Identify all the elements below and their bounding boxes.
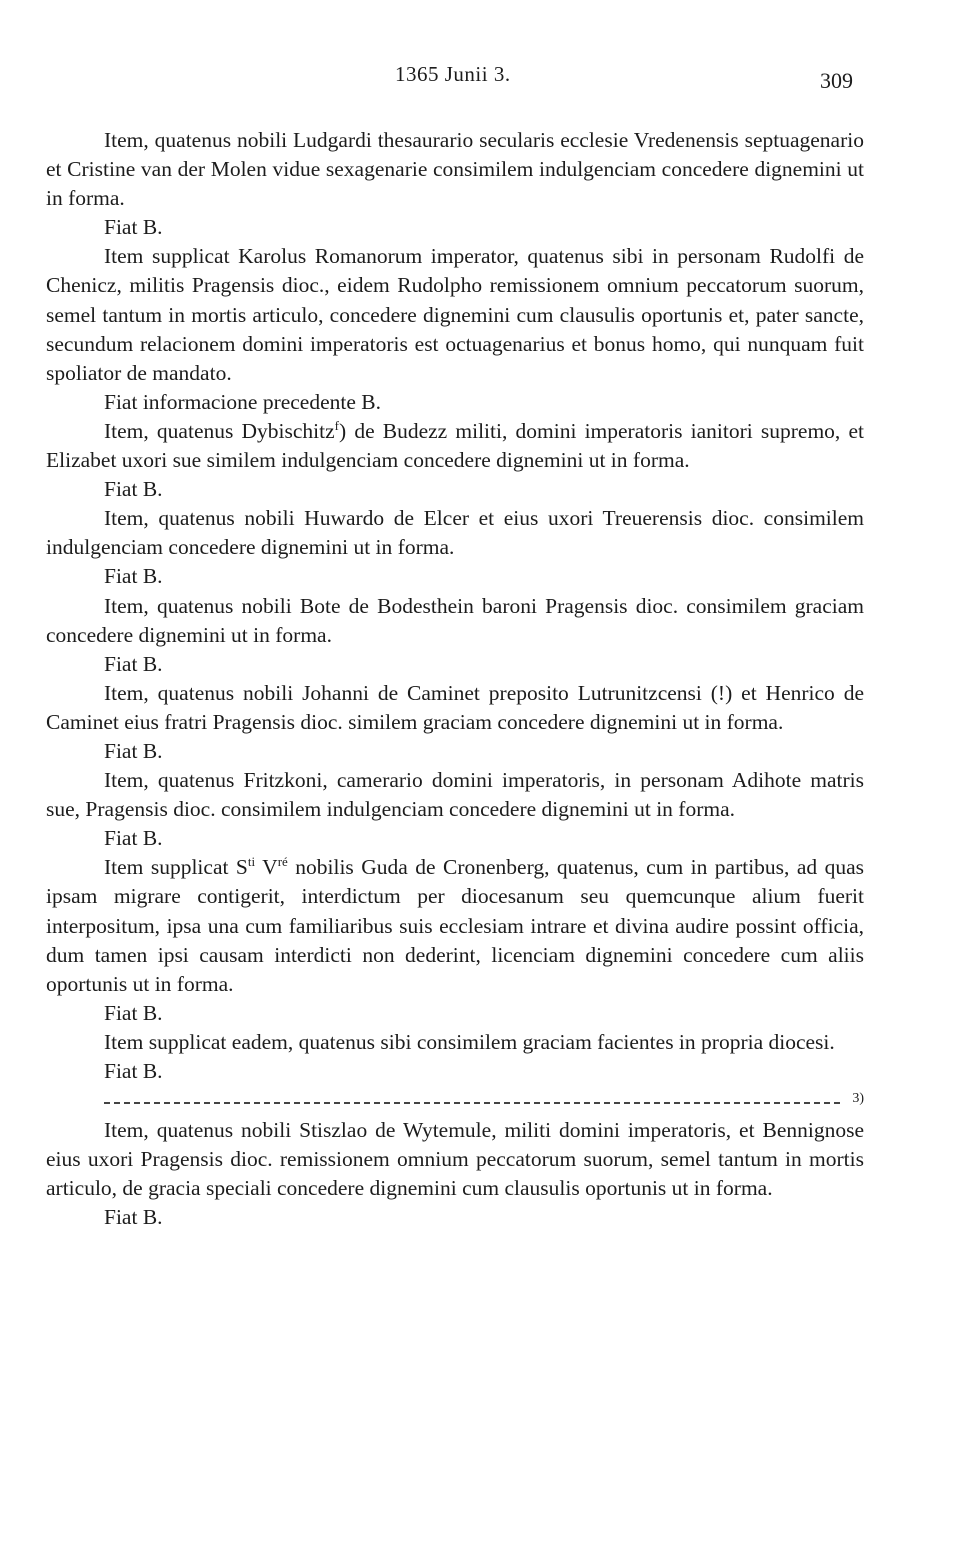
paragraph-text: nobilis Guda de Cronenberg, quatenus, cum in partibus, ad quas ipsam migrare contigerit, interdictum per diocesanum seu quemcunque alium fuerit interpositum, ipsa una cum familiaribus suis ecclesiam intrare et divina audire possint officia, dum tamen ipsi causam interdicti non dederint, licenciam dignemini concedere cum aliis oportunis ut in forma. <box>46 855 865 996</box>
paragraph-text: ) de Budezz militi, domini imperatoris ianitori supremo, et Elizabet uxori sue similem indulgenciam concedere dignemini ut in forma. <box>46 418 864 473</box>
petition-paragraph: Item, quatenus nobili Bote de Bodesthein baroni Pragensis dioc. consimilem graciam concedere dignemini ut in forma. <box>46 593 864 647</box>
petition-paragraph <box>46 853 864 998</box>
fiat-line: Fiat B. <box>104 1205 163 1230</box>
petition-paragraph: Item, quatenus Fritzkoni, camerario domini imperatoris, in personam Adihote matris sue, Pragensis dioc. consimilem indulgenciam concedere dignemini ut in forma. <box>46 768 864 822</box>
header-date: 1365 Junii 3. <box>395 62 511 86</box>
fiat-line: Fiat B. <box>104 738 163 763</box>
petition-paragraph: Item, quatenus nobili Johanni de Caminet preposito Lutrunitzcensi (!) et Henrico de Caminet eius fratri Pragensis dioc. similem graciam concedere dignemini ut in forma. <box>46 680 864 734</box>
petition-paragraph: Item, quatenus nobili Stiszlao de Wytemule, militi domini imperatoris, et Bennignose eius uxori Pragensis dioc. remissionem omnium peccatorum suorum, semel tantum in mortis articulo, de gracia speciali concedere dignemini cum clausulis oportunis ut in forma. <box>46 1118 864 1201</box>
petition-paragraph: Item supplicat eadem, quatenus sibi consimilem graciam facientes in propria diocesi. <box>104 1029 835 1054</box>
separator-note: 3) <box>852 1091 864 1107</box>
fiat-line: Fiat B. <box>104 477 163 502</box>
petition-paragraph: Item, quatenus nobili Ludgardi thesaurario secularis ecclesie Vredenensis septuagenario et Cristine van der Molen vidue sexagenarie consimilem indulgenciam concedere dignemini ut in forma. <box>46 128 864 211</box>
document-body <box>46 126 864 1232</box>
paragraph-text: V <box>255 855 278 880</box>
fiat-line: Fiat B. <box>104 1059 163 1083</box>
petition-paragraph: Item, quatenus nobili Huwardo de Elcer et eius uxori Treuerensis dioc. consimilem indulgenciam concedere dignemini ut in forma. <box>46 506 864 560</box>
fiat-line: Fiat B. <box>104 564 163 589</box>
footnote-marker: f <box>334 417 339 433</box>
running-header <box>0 62 960 92</box>
abbreviation-superscript: ré <box>277 854 288 870</box>
petition-paragraph <box>46 417 864 475</box>
paragraph-text: Item supplicat S <box>104 855 248 880</box>
abbreviation-superscript: ti <box>247 854 256 870</box>
paragraph-text: Item, quatenus Dybischitz <box>104 418 335 443</box>
fiat-line: Fiat B. <box>104 1000 163 1025</box>
fiat-line: Fiat B. <box>104 215 163 240</box>
petition-paragraph: Item supplicat Karolus Romanorum imperator, quatenus sibi in personam Rudolfi de Chenicz, militis Pragensis dioc., eidem Rudolpho remissionem omnium peccatorum suorum, semel tantum in mortis articulo, concedere dignemini cum clausulis oportunis et, pater sancte, secundum relacionem domini imperatoris est octuagenarius et bonus homo, qui nunquam fuit spoliator de mandato. <box>46 244 864 385</box>
fiat-line: Fiat informacione precedente B. <box>104 389 382 414</box>
fiat-line: Fiat B. <box>104 826 163 851</box>
page-number: 309 <box>820 68 853 93</box>
section-separator <box>104 1086 864 1112</box>
dashed-rule <box>104 1102 840 1104</box>
fiat-line: Fiat B. <box>104 651 163 676</box>
